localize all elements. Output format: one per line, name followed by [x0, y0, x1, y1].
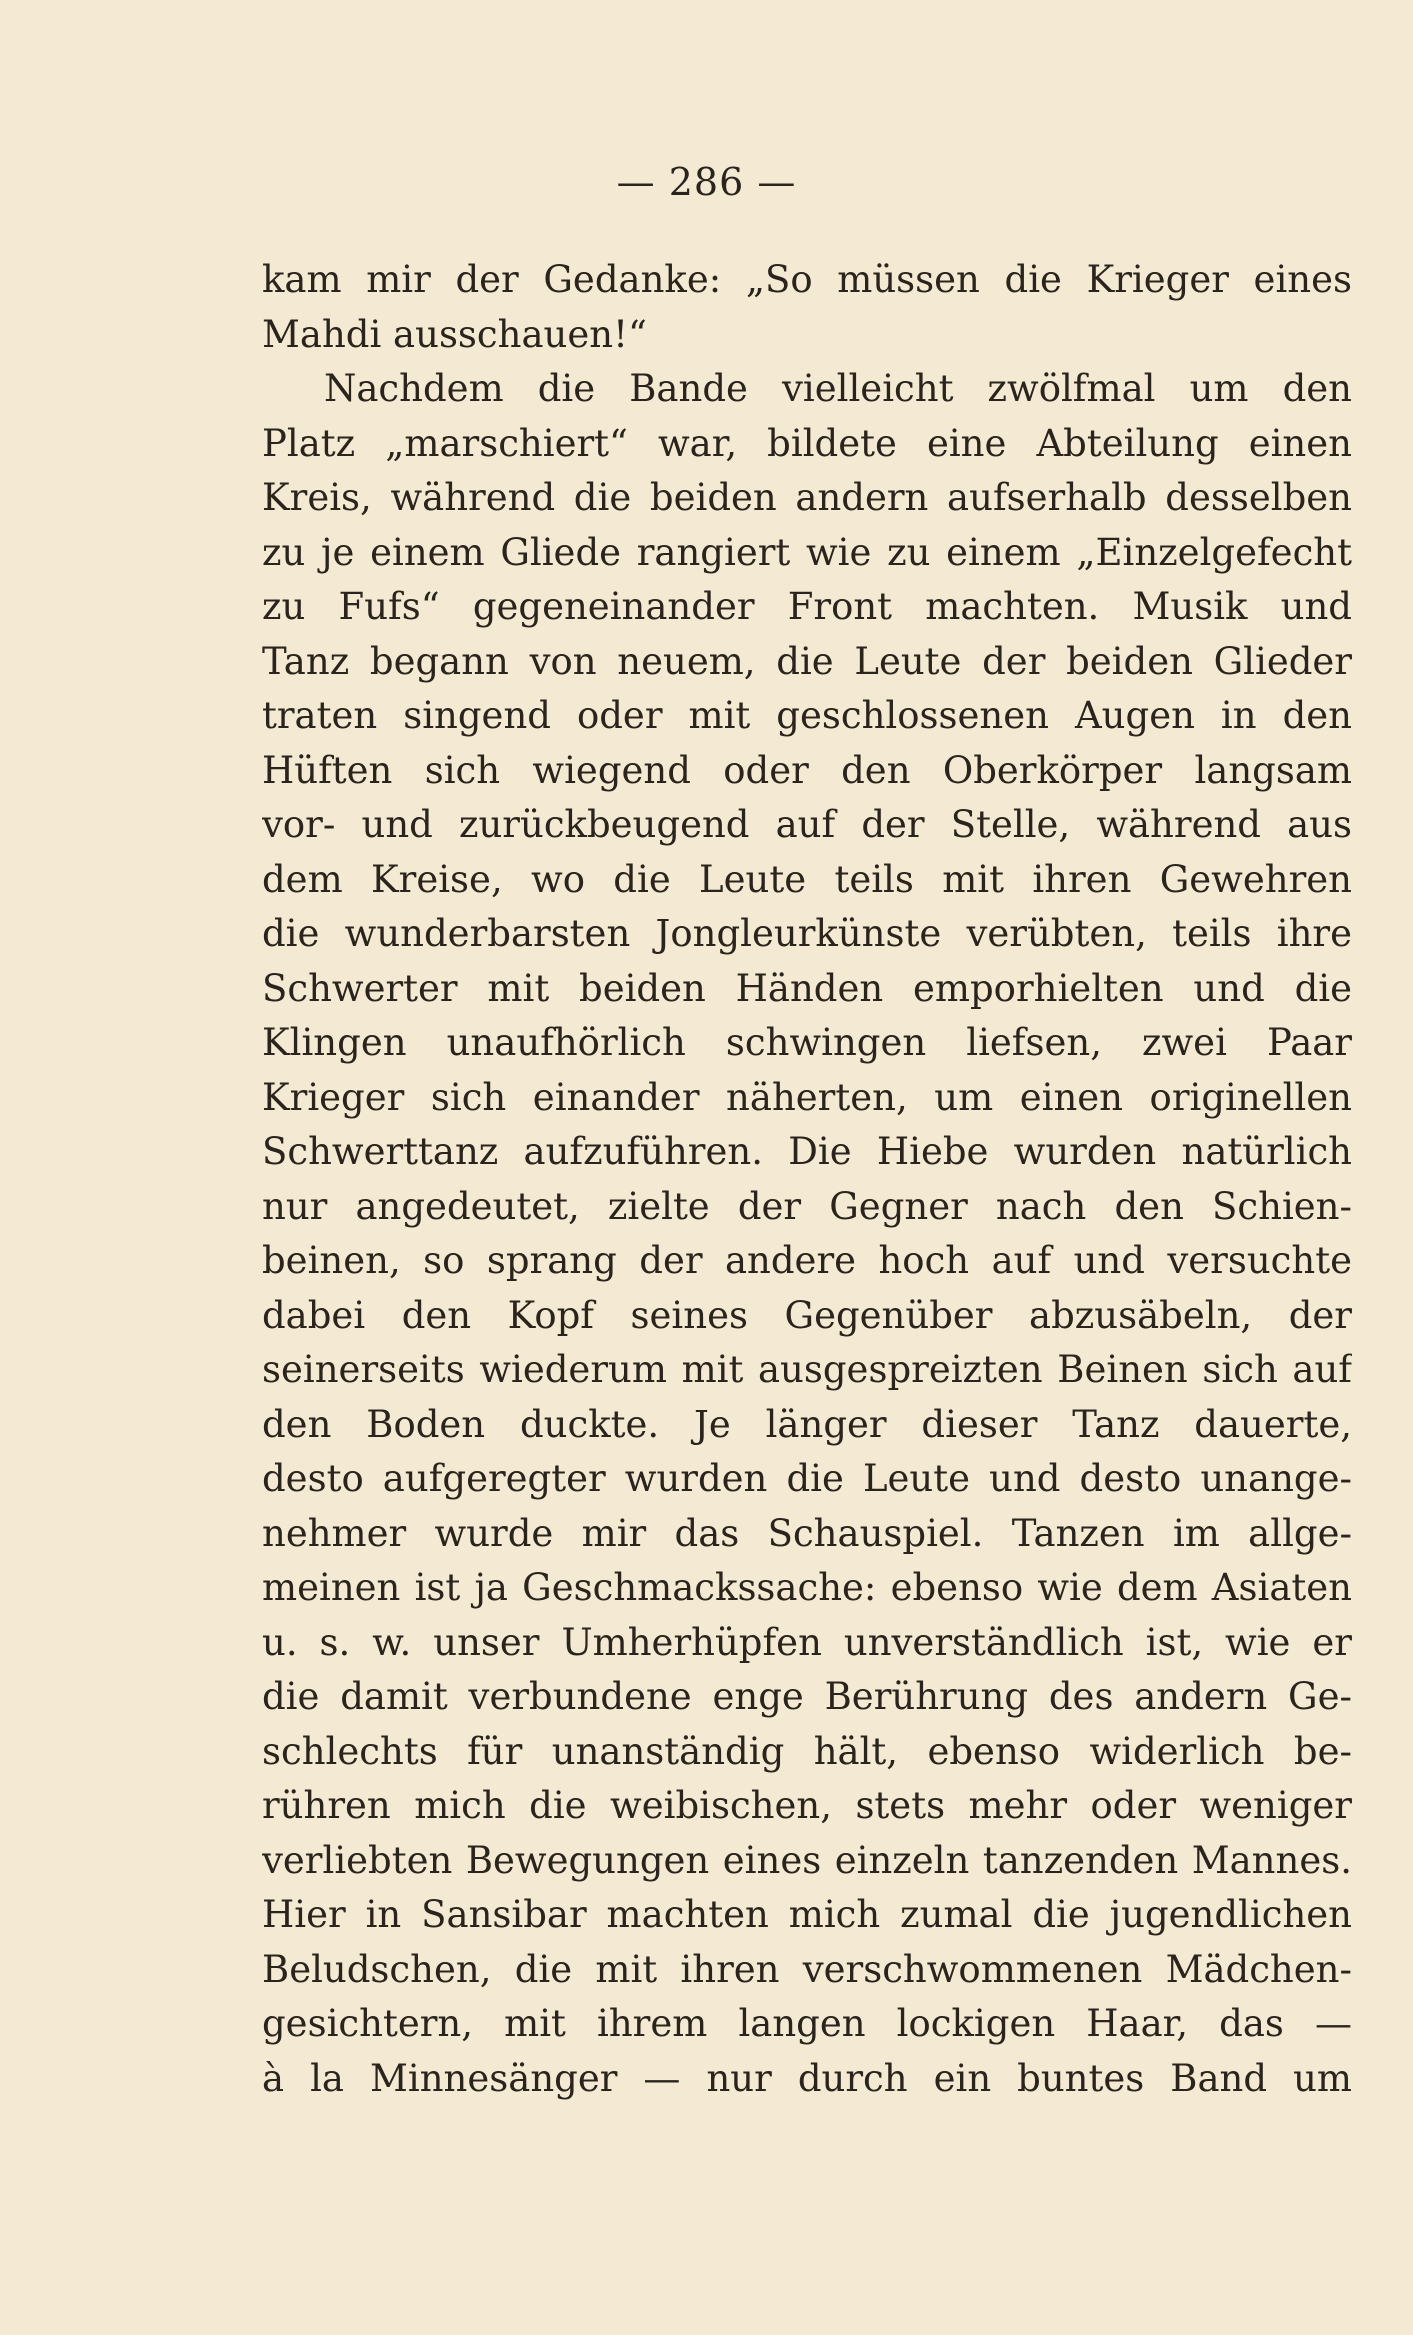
text-line: dem Kreise, wo die Leute teils mit ihren Gewehren	[262, 857, 1352, 901]
text-line: den Boden duckte. Je länger dieser Tanz dauerte,	[262, 1402, 1352, 1446]
text-line: verliebten Bewegungen eines einzeln tanzenden Mannes.	[262, 1838, 1352, 1882]
text-line: desto aufgeregter wurden die Leute und desto unange-	[262, 1457, 1352, 1500]
text-line: zu Fufs“ gegeneinander Front machten. Musik und	[262, 585, 1352, 628]
text-line: Mahdi ausschauen!“	[262, 312, 647, 356]
text-line: meinen ist ja Geschmackssache: ebenso wie dem Asiaten	[262, 1566, 1352, 1609]
text-line: à la Minnesänger — nur durch ein buntes Band um	[262, 2056, 1352, 2100]
text-line: vor- und zurückbeugend auf der Stelle, während aus	[262, 803, 1352, 846]
text-line: rühren mich die weibischen, stets mehr oder weniger	[262, 1784, 1352, 1827]
text-line: Krieger sich einander näherten, um einen originellen	[262, 1075, 1352, 1119]
text-line: beinen, so sprang der andere hoch auf und versuchte	[262, 1239, 1352, 1282]
body-text	[262, 253, 1352, 2106]
text-line: Klingen unaufhörlich schwingen liefsen, zwei Paar	[262, 1021, 1352, 1064]
text-line: u. s. w. unser Umherhüpfen unverständlich ist, wie er	[262, 1620, 1352, 1664]
text-line: Kreis, während die beiden andern aufserhalb desselben	[262, 476, 1352, 519]
text-line: die damit verbundene enge Berührung des andern Ge-	[262, 1675, 1352, 1718]
text-line: Tanz begann von neuem, die Leute der beiden Glieder	[262, 639, 1352, 683]
text-line: Schwerttanz aufzuführen. Die Hiebe wurden natürlich	[262, 1130, 1352, 1173]
text-line: traten singend oder mit geschlossenen Augen in den	[262, 694, 1352, 737]
text-line: nehmer wurde mir das Schauspiel. Tanzen im allge-	[262, 1511, 1352, 1555]
page-number: — 286 —	[616, 160, 797, 204]
text-line: seinerseits wiederum mit ausgespreizten Beinen sich auf	[262, 1348, 1352, 1391]
text-line: schlechts für unanständig hält, ebenso widerlich be-	[262, 1729, 1352, 1773]
text-line: Hüften sich wiegend oder den Oberkörper langsam	[262, 748, 1352, 792]
text-line: Hier in Sansibar machten mich zumal die jugendlichen	[262, 1893, 1352, 1936]
text-line: dabei den Kopf seines Gegenüber abzusäbeln, der	[262, 1293, 1352, 1337]
text-line: die wunderbarsten Jongleurkünste verübten, teils ihre	[262, 912, 1352, 955]
text-line: zu je einem Gliede rangiert wie zu einem „Einzelgefecht	[262, 530, 1352, 574]
text-line: kam mir der Gedanke: „So müssen die Krieger eines	[262, 258, 1352, 301]
text-line: nur angedeutet, zielte der Gegner nach den Schien-	[262, 1184, 1352, 1228]
text-line: Beludschen, die mit ihren verschwommenen Mädchen-	[262, 1947, 1352, 1991]
text-line: Nachdem die Bande vielleicht zwölfmal um den	[324, 367, 1352, 410]
text-line: gesichtern, mit ihrem langen lockigen Haar, das —	[262, 2002, 1352, 2045]
text-line: Platz „marschiert“ war, bildete eine Abteilung einen	[262, 421, 1352, 465]
text-line: Schwerter mit beiden Händen emporhielten und die	[262, 966, 1352, 1010]
